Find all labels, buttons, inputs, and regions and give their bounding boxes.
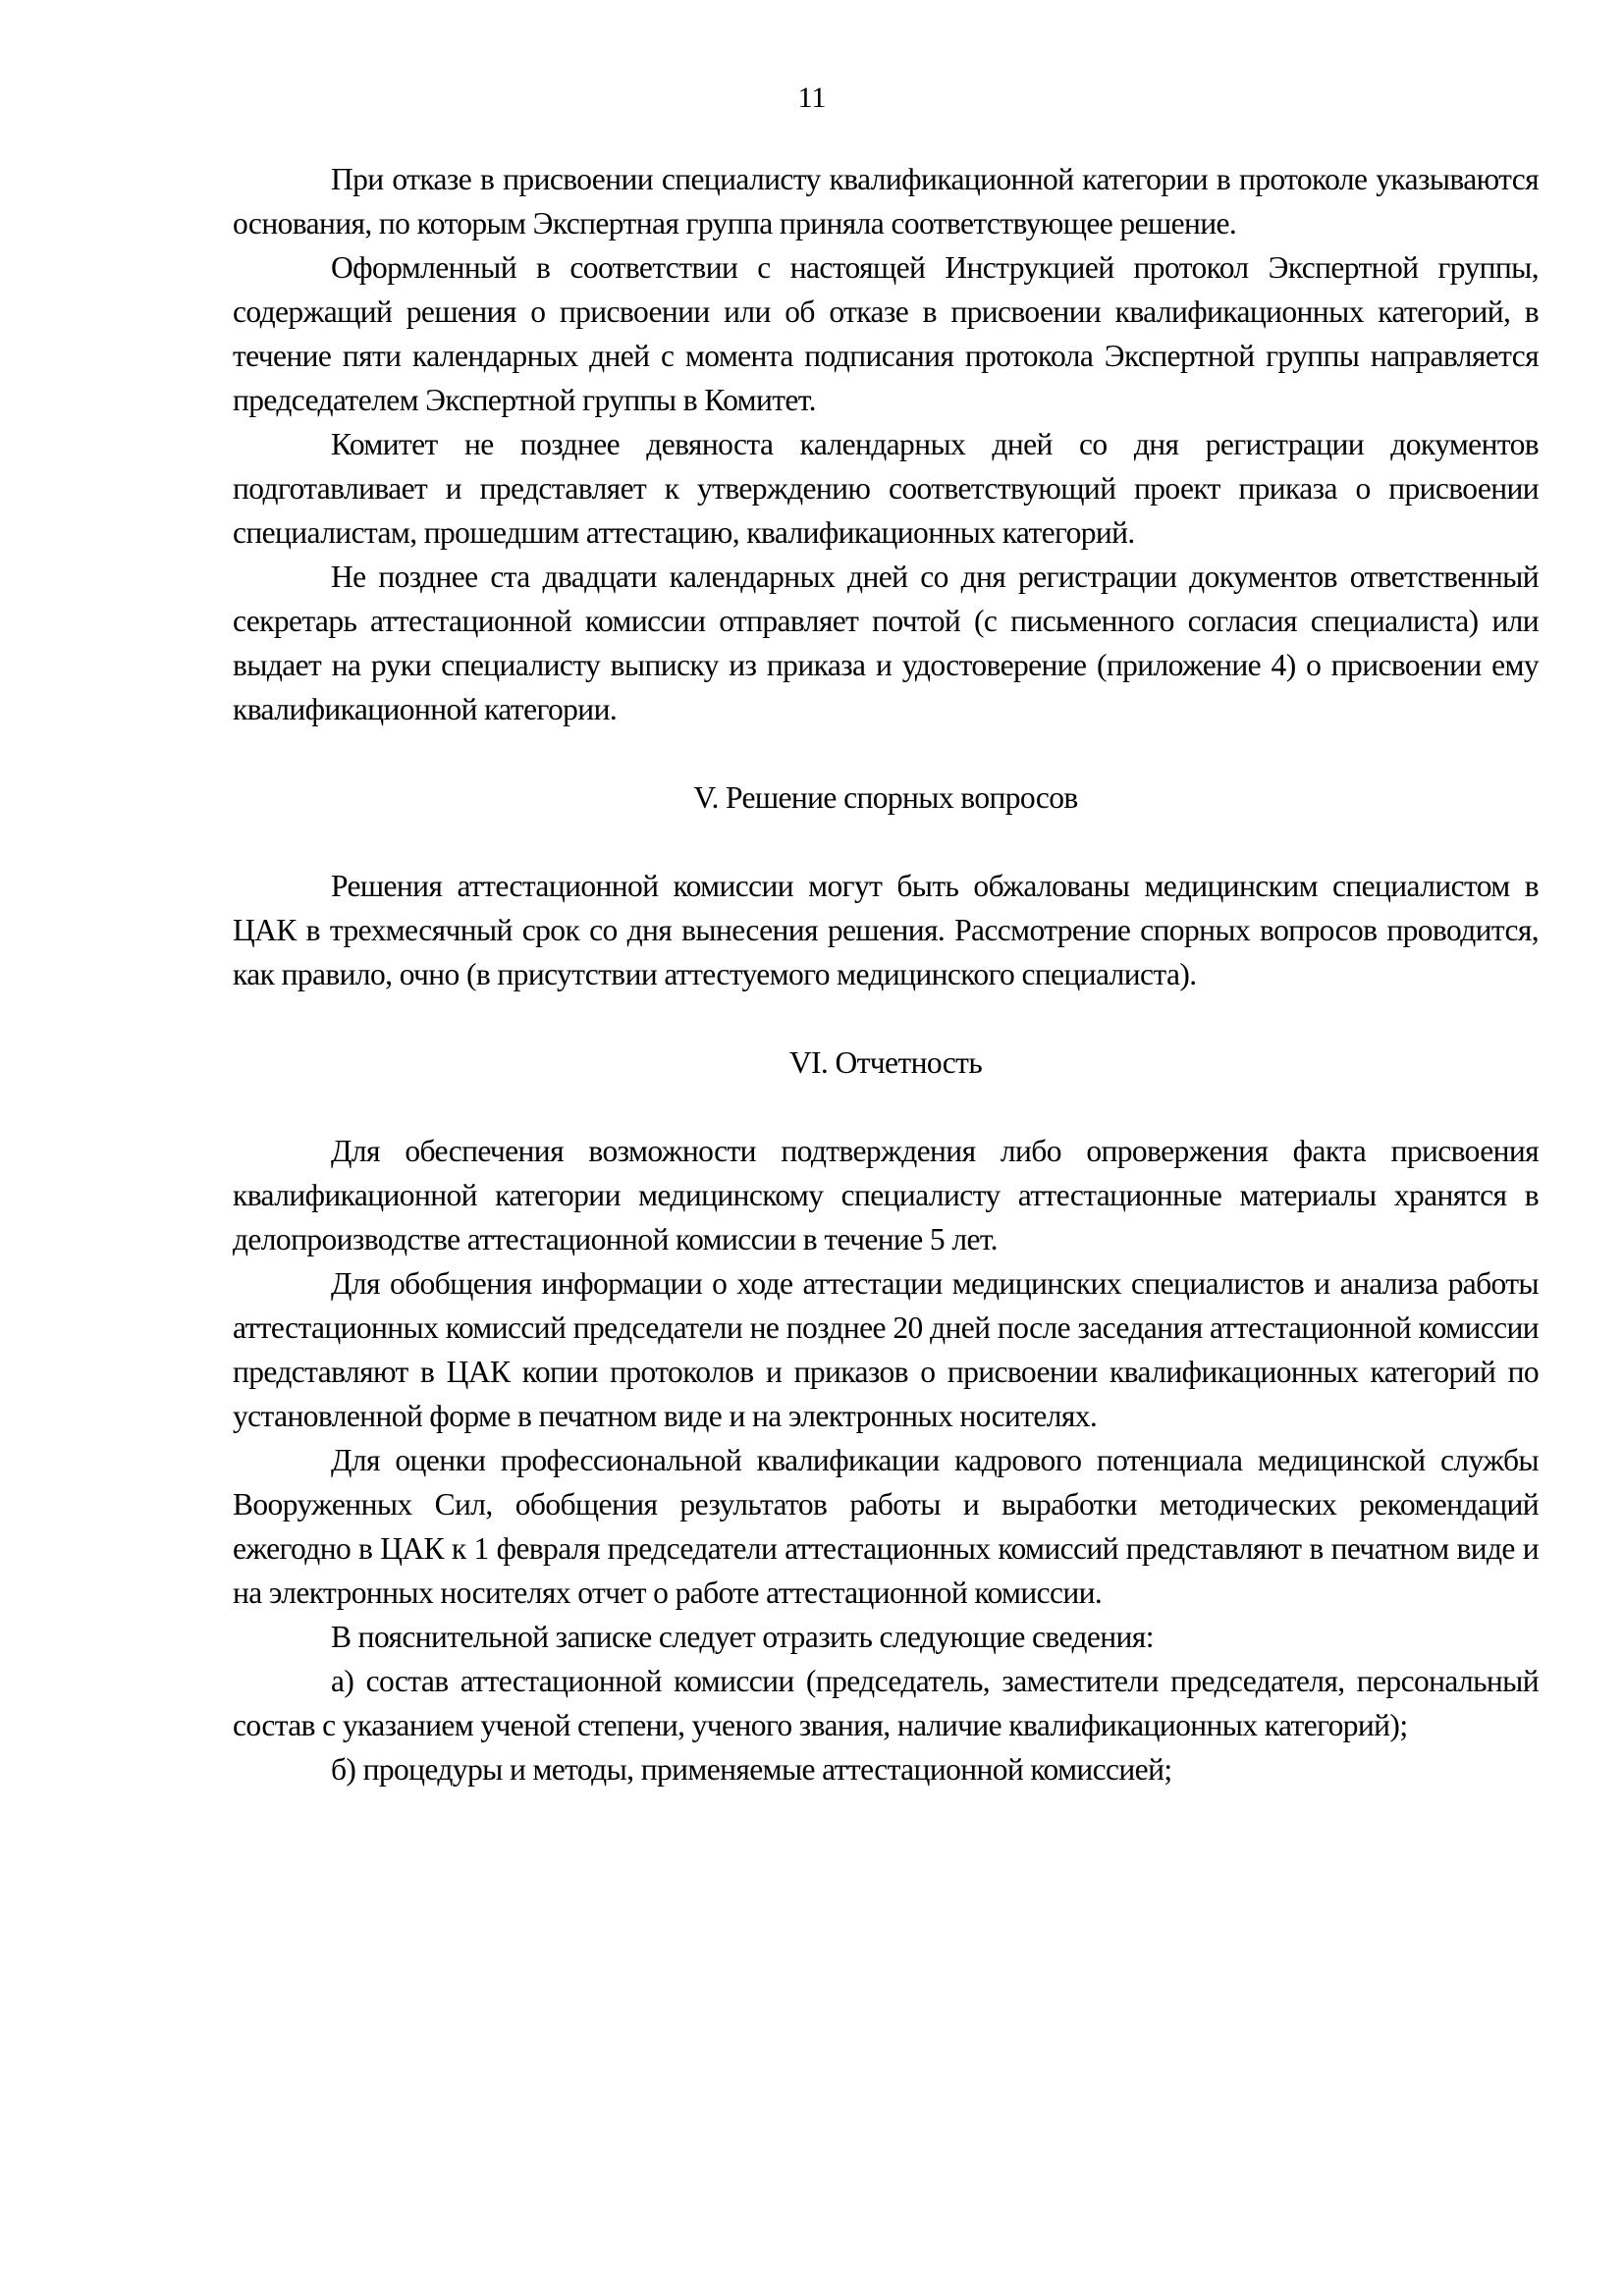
section-heading-disputes: V. Решение спорных вопросов	[693, 780, 1078, 815]
paragraph-refusal-grounds: При отказе в присвоении специалисту квалификационной категории в протоколе указываются основания, по которым Экспертная группа приняла соответствующее решение.	[233, 162, 1539, 240]
section-heading-reporting: VI. Отчетность	[788, 1045, 983, 1080]
paragraph-appeals: Решения аттестационной комиссии могут быть обжалованы медицинским специалистом в ЦАК в трехмесячный срок со дня вынесения решения. Рассмотрение спорных вопросов проводится, как правило, очно (в присутствии аттестуемого медицинского специалиста).	[233, 869, 1539, 991]
page-number: 11	[797, 81, 827, 114]
spacer	[233, 731, 1539, 775]
paragraph-annual-report: Для оценки профессиональной квалификации кадрового потенциала медицинской службы Вооруженных Сил, обобщения результатов работы и выработки методических рекомендаций ежегодно в ЦАК к 1 февраля председатели аттестационных комиссий представляют в печатном виде и на электронных носителях отчет о работе аттестационной комиссии.	[233, 1443, 1539, 1610]
paragraph-certificate-issuance: Не позднее ста двадцати календарных дней со дня регистрации документов ответственный секретарь аттестационной комиссии отправляет почтой (с письменного согласия специалиста) или выдает на руки специалисту выписку из приказа и удостоверение (приложение 4) о присвоении ему квалификационной категории.	[233, 560, 1539, 726]
spacer	[233, 996, 1539, 1041]
list-item-procedures-methods: б) процедуры и методы, применяемые аттестационной комиссией;	[331, 1752, 1172, 1787]
paragraph-committee-order: Комитет не позднее девяноста календарных дней со дня регистрации документов подготавливает и представляет к утверждению соответствующий проект приказа о присвоении специалистам, прошедшим аттестацию, квалификационных категорий.	[233, 427, 1539, 550]
spacer	[233, 820, 1539, 864]
paragraph-protocol-submission: Оформленный в соответствии с настоящей Инструкцией протокол Экспертной группы, содержащий решения о присвоении или об отказе в присвоении квалификационных категорий, в течение пяти календарных дней с момента подписания протокола Экспертной группы направляется председателем Экспертной группы в Комитет.	[233, 250, 1539, 417]
spacer	[233, 1085, 1539, 1129]
paragraph-materials-storage: Для обеспечения возможности подтверждения либо опровержения факта присвоения квалификационной категории медицинскому специалисту аттестационные материалы хранятся в делопроизводстве аттестационной комиссии в течение 5 лет.	[233, 1134, 1539, 1256]
document-body	[233, 157, 1539, 1791]
paragraph-protocol-copies: Для обобщения информации о ходе аттестации медицинских специалистов и анализа работы аттестационных комиссий председатели не позднее 20 дней после заседания аттестационной комиссии представляют в ЦАК копии протоколов и приказов о присвоении квалификационных категорий по установленной форме в печатном виде и на электронных носителях.	[233, 1266, 1539, 1433]
list-item-commission-composition: а) состав аттестационной комиссии (председатель, заместители председателя, персональный состав с указанием ученой степени, ученого звания, наличие квалификационных категорий);	[233, 1664, 1539, 1742]
paragraph-explanatory-note: В пояснительной записке следует отразить следующие сведения:	[331, 1620, 1154, 1654]
